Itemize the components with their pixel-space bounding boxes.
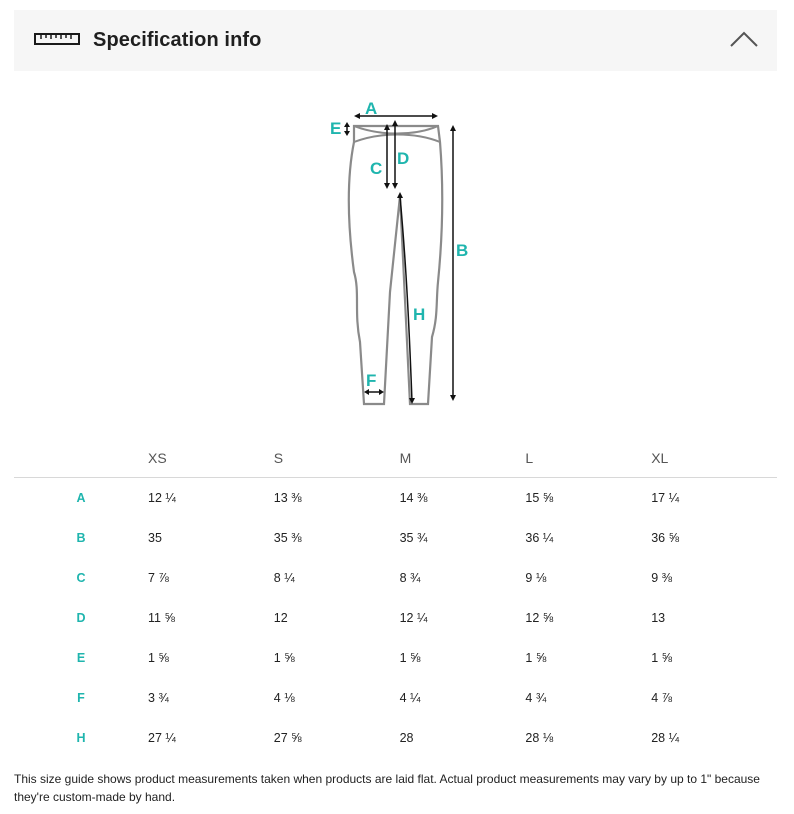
table-cell: 11 ⅝: [148, 611, 175, 625]
header-spacer: [14, 438, 148, 478]
table-cell: 7 ⅞: [148, 571, 169, 585]
size-header: L: [525, 438, 651, 478]
ruler-icon: [34, 32, 80, 46]
row-label: F: [77, 691, 85, 705]
table-row: [14, 678, 777, 718]
table-cell: 35: [148, 531, 162, 545]
row-label: H: [76, 731, 86, 745]
table-cell: 14 ⅜: [399, 491, 428, 505]
table-cell: 12 ¼: [399, 611, 428, 625]
size-header: XS: [148, 438, 274, 478]
row-label: E: [76, 651, 86, 665]
label-f: F: [366, 371, 377, 390]
table-cell: 35 ⅜: [273, 531, 302, 545]
section-title: Specification info: [93, 29, 262, 51]
label-a: A: [365, 99, 378, 118]
table-row: [14, 478, 777, 519]
table-cell: 12: [273, 611, 288, 625]
table-row: [14, 638, 777, 678]
size-header: XL: [651, 438, 777, 478]
table-cell: 4 ⅛: [273, 691, 295, 705]
waistband-top: [354, 126, 438, 134]
table-cell: 36 ⅝: [651, 531, 679, 545]
table-cell: 27 ⅝: [273, 731, 302, 745]
table-cell: 4 ⅞: [651, 691, 673, 705]
table-cell: 27 ¼: [148, 731, 176, 745]
table-cell: 28 ⅛: [525, 731, 554, 745]
label-d: D: [397, 149, 410, 168]
table-cell: 13: [651, 611, 666, 625]
table-cell: 1 ⅝: [651, 651, 673, 665]
table-cell: 3 ¾: [148, 691, 169, 705]
row-label: D: [76, 611, 86, 625]
table-cell: 12 ¼: [148, 491, 176, 505]
table-cell: 9 ⅜: [651, 571, 673, 585]
table-cell: 1 ⅝: [148, 651, 169, 665]
table-cell: 1 ⅝: [525, 651, 547, 665]
waistband-bottom: [354, 135, 440, 143]
table-cell: 1 ⅝: [273, 651, 295, 665]
row-label: C: [76, 571, 86, 585]
size-header: S: [274, 438, 400, 478]
label-e: E: [330, 119, 342, 138]
label-h: H: [413, 305, 426, 324]
table-cell: 8 ¾: [399, 571, 421, 585]
leggings-diagram: [320, 92, 480, 412]
label-b: B: [456, 241, 469, 260]
table-cell: 9 ⅛: [525, 571, 547, 585]
spec-info-header[interactable]: [14, 10, 777, 71]
table-cell: 13 ⅜: [273, 491, 302, 505]
table-cell: 17 ¼: [651, 491, 679, 505]
table-cell: 4 ¼: [399, 691, 421, 705]
chevron-up-icon[interactable]: [729, 30, 759, 48]
row-label: B: [76, 531, 86, 545]
table-cell: 1 ⅝: [399, 651, 421, 665]
label-c: C: [370, 159, 383, 178]
table-cell: 8 ¼: [273, 571, 295, 585]
table-row: [14, 518, 777, 558]
table-cell: 28 ¼: [651, 731, 679, 745]
table-cell: 36 ¼: [525, 531, 554, 545]
table-cell: 35 ¾: [399, 531, 428, 545]
table-cell: 4 ¾: [525, 691, 547, 705]
size-guide-note: This size guide shows product measurements taken when products are laid flat. Actual product measurements may vary by up to 1" because they're custom-made by hand.: [14, 772, 760, 804]
table-row: [14, 598, 777, 638]
table-cell: 12 ⅝: [525, 611, 554, 625]
size-header: M: [400, 438, 526, 478]
table-row: [14, 718, 777, 758]
size-table: [14, 438, 777, 758]
size-header-row: [14, 438, 777, 478]
row-label: A: [76, 491, 86, 505]
table-row: [14, 558, 777, 598]
table-cell: 28: [399, 731, 414, 745]
table-cell: 15 ⅝: [525, 491, 554, 505]
